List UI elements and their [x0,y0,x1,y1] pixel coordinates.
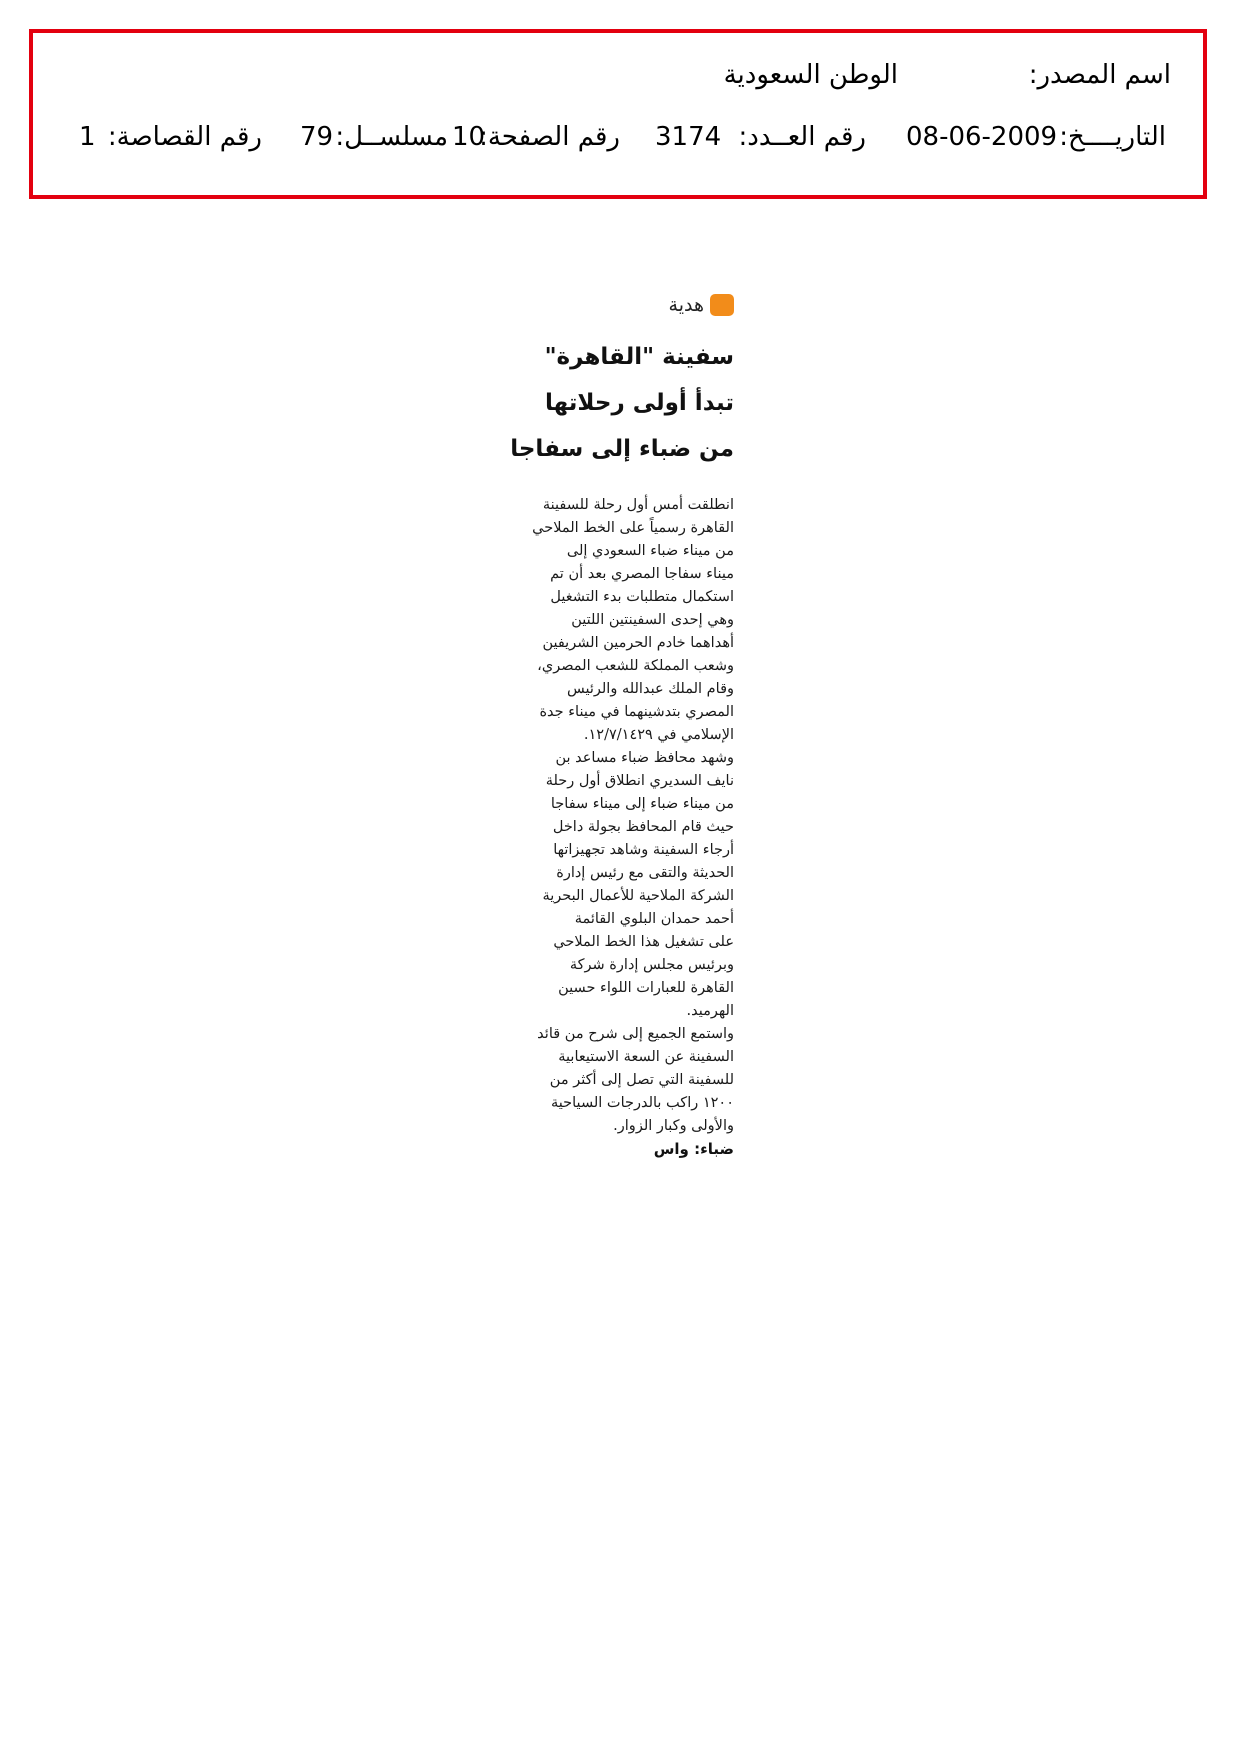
body-line: ١٢٠٠ راكب بالدرجات السياحية [551,1095,734,1111]
body-line: وبرئيس مجلس إدارة شركة [569,957,734,973]
metadata-box [29,29,1207,199]
source-value: الوطن السعودية [723,60,898,90]
article-headline [510,334,734,472]
body-line: من ميناء ضباء السعودي إلى [566,543,734,559]
body-line: انطلقت أمس أول رحلة للسفينة [542,497,734,513]
body-line: والأولى وكبار الزوار. [613,1118,734,1134]
issue-label: رقم العــدد: [738,122,866,152]
section-badge-icon [710,294,734,316]
serial-label: مسلســل: [335,122,448,152]
article-byline: ضباء: واس [653,1140,734,1158]
body-line: نايف السديري انطلاق أول رحلة [545,773,734,789]
body-line: الشركة الملاحية للأعمال البحرية [542,888,734,904]
headline-line: سفينة "القاهرة" [544,344,734,370]
body-line: المصري بتدشينهما في ميناء جدة [539,704,734,720]
clip-label: رقم القصاصة: [107,122,262,152]
body-line: القاهرة رسمياً على الخط الملاحي [532,520,734,536]
issue-value: 3174 [655,122,722,152]
body-line: ميناء سفاجا المصري بعد أن تم [550,566,734,582]
body-line: للسفينة التي تصل إلى أكثر من [549,1072,734,1088]
date-value: 08-06-2009 [906,122,1058,152]
section-label: هدية [668,294,704,316]
headline-line: من ضباء إلى سفاجا [510,436,734,462]
body-line: من ميناء ضباء إلى ميناء سفاجا [550,796,734,812]
body-line: أرجاء السفينة وشاهد تجهيزاتها [553,842,734,858]
page-label: رقم الصفحة: [479,122,620,152]
headline-line: تبدأ أولى رحلاتها [544,390,734,416]
body-line: وهي إحدى السفينتين اللتين [571,612,734,628]
body-line: وشهد محافظ ضباء مساعد بن [555,750,734,766]
body-line: حيث قام المحافظ بجولة داخل [552,819,734,835]
body-line: واستمع الجميع إلى شرح من قائد [537,1026,734,1042]
body-line: أهداهما خادم الحرمين الشريفين [542,635,734,651]
body-line: استكمال متطلبات بدء التشغيل [550,589,734,605]
body-line: السفينة عن السعة الاستيعابية [558,1049,734,1065]
article-body [520,494,734,1138]
date-label: التاريــــخ: [1059,122,1166,152]
body-line: وشعب المملكة للشعب المصري، [537,658,734,674]
serial-value: 79 [300,122,334,152]
body-line: الحديثة والتقى مع رئيس إدارة [556,865,734,881]
body-line: وقام الملك عبدالله والرئيس [566,681,734,697]
page-value: 10 [452,122,486,152]
clip-value: 1 [79,122,96,152]
body-line: على تشغيل هذا الخط الملاحي [553,934,734,950]
body-line: أحمد حمدان البلوي القائمة [574,911,734,927]
body-line: الهرميد. [686,1003,734,1019]
article-clipping [510,290,734,1161]
body-line: القاهرة للعبارات اللواء حسين [558,980,734,996]
section-header [520,290,734,320]
body-line: الإسلامي في ١٢/٧/١٤٢٩. [583,727,734,743]
source-label: اسم المصدر: [1028,60,1171,90]
